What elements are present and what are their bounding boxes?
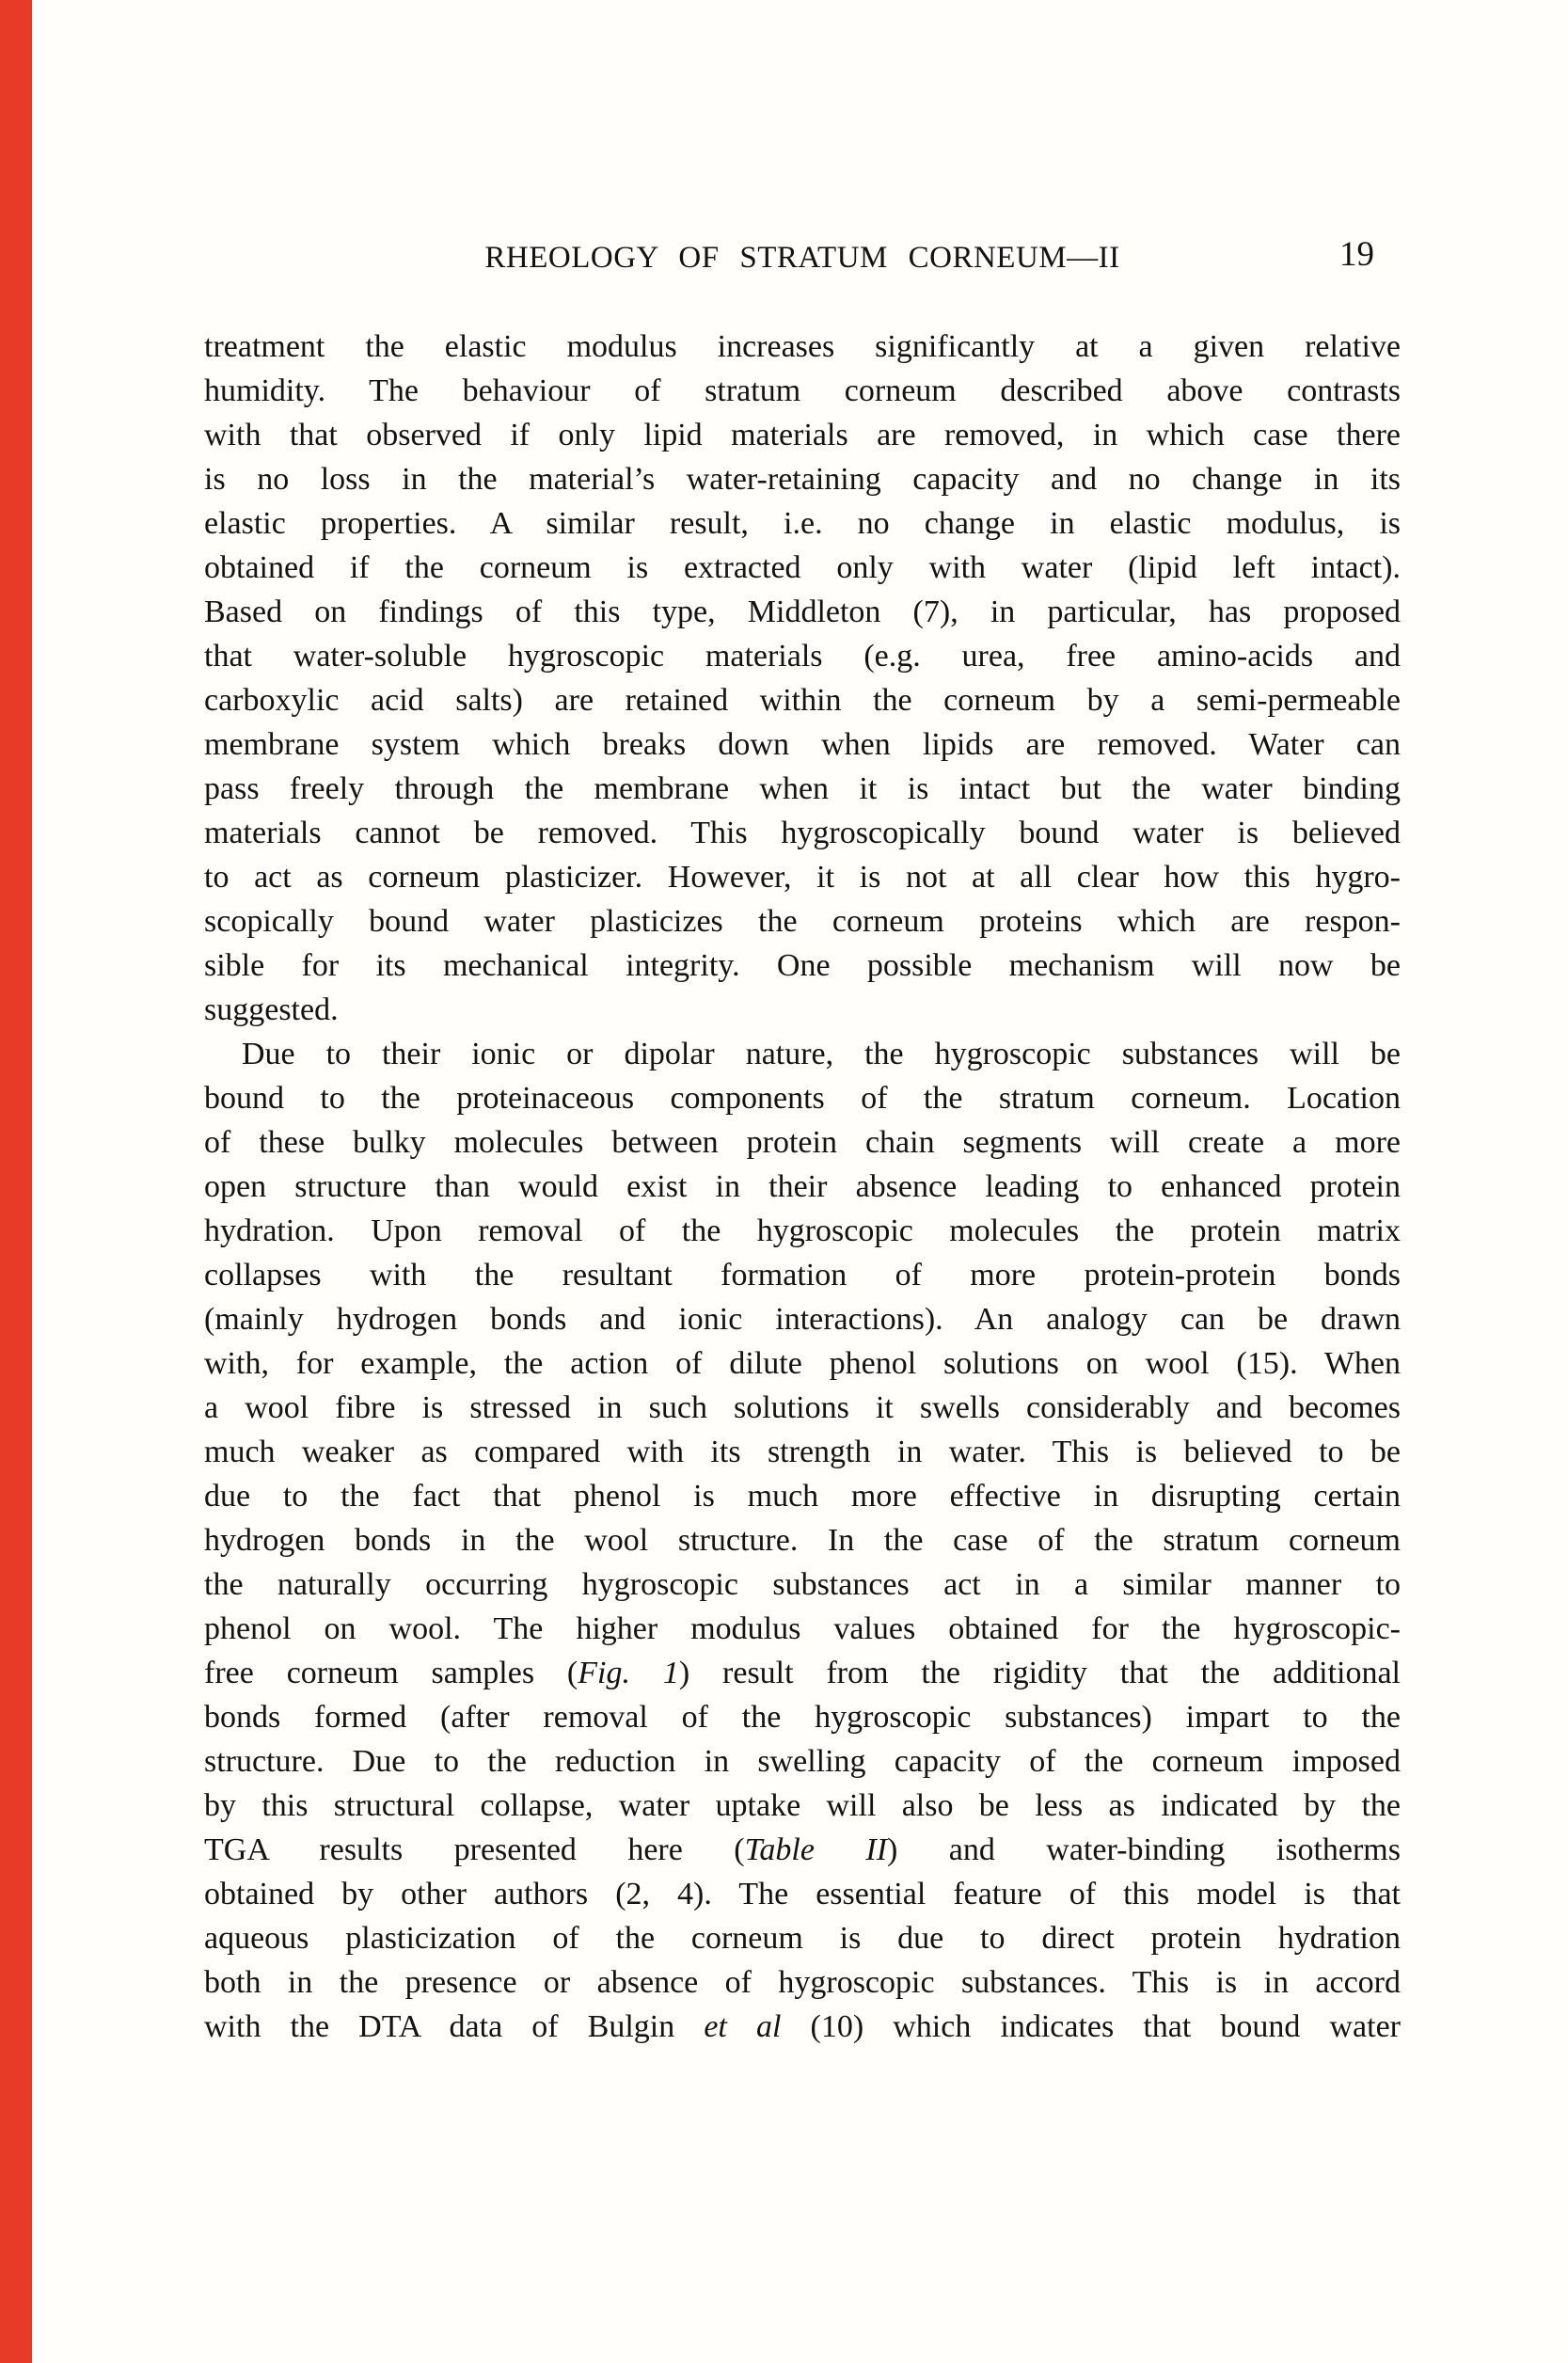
text-line: obtained if the corneum is extracted only with water (lipid left intact). — [204, 550, 1401, 585]
text-line: pass freely through the membrane when it is intact but the water binding — [204, 771, 1401, 806]
text-line: to act as corneum plasticizer. However, it is not at all clear how this hygro- — [204, 860, 1401, 895]
running-head — [204, 235, 1401, 278]
text-line: Due to their ionic or dipolar nature, the hygroscopic substances will be — [242, 1037, 1401, 1071]
text-line: (mainly hydrogen bonds and ionic interactions). An analogy can be drawn — [204, 1302, 1401, 1337]
text-line: of these bulky molecules between protein chain segments will create a more — [204, 1125, 1401, 1160]
text-line: collapses with the resultant formation of more protein-protein bonds — [204, 1258, 1401, 1293]
text-line: bound to the proteinaceous components of the stratum corneum. Location — [204, 1081, 1401, 1116]
text-line: TGA results presented here (Table II) and water-binding isotherms — [204, 1832, 1401, 1867]
text-line: suggested. — [204, 992, 339, 1027]
text-line: membrane system which breaks down when lipids are removed. Water can — [204, 727, 1401, 762]
text-line: much weaker as compared with its strength in water. This is believed to be — [204, 1435, 1401, 1469]
body-text — [204, 325, 1401, 2049]
page-content — [204, 0, 1401, 2049]
text-line: treatment the elastic modulus increases significantly at a given relative — [204, 329, 1401, 364]
text-line: both in the presence or absence of hygroscopic substances. This is in accord — [204, 1965, 1401, 2000]
text-line: humidity. The behaviour of stratum corneum described above contrasts — [204, 373, 1401, 408]
text-line: a wool fibre is stressed in such solutions it swells considerably and becomes — [204, 1390, 1401, 1425]
text-line: phenol on wool. The higher modulus values obtained for the hygroscopic- — [204, 1611, 1401, 1646]
text-line: hydration. Upon removal of the hygroscopic molecules the protein matrix — [204, 1213, 1401, 1248]
text-line: bonds formed (after removal of the hygroscopic substances) impart to the — [204, 1700, 1401, 1735]
running-head-title: RHEOLOGY OF STRATUM CORNEUM—II — [484, 241, 1120, 275]
text-line: Based on findings of this type, Middleton (7), in particular, has proposed — [204, 595, 1401, 629]
text-line: materials cannot be removed. This hygroscopically bound water is believed — [204, 816, 1401, 850]
book-spine-stripe — [0, 0, 32, 2363]
text-line: elastic properties. A similar result, i.e. no change in elastic modulus, is — [204, 506, 1401, 541]
text-line: is no loss in the material’s water-retaining capacity and no change in its — [204, 462, 1401, 497]
text-line: aqueous plasticization of the corneum is due to direct protein hydration — [204, 1921, 1401, 1956]
text-line: obtained by other authors (2, 4). The essential feature of this model is that — [204, 1877, 1401, 1911]
text-line: open structure than would exist in their absence leading to enhanced protein — [204, 1169, 1401, 1204]
text-line: the naturally occurring hygroscopic substances act in a similar manner to — [204, 1567, 1401, 1602]
text-line: free corneum samples (Fig. 1) result from the rigidity that the additional — [204, 1656, 1402, 1690]
text-line: that water-soluble hygroscopic materials (e.g. urea, free amino-acids and — [204, 639, 1401, 674]
text-line: hydrogen bonds in the wool structure. In the case of the stratum corneum — [204, 1523, 1401, 1558]
text-line: by this structural collapse, water uptake will also be less as indicated by the — [204, 1788, 1401, 1823]
text-line: with that observed if only lipid materials are removed, in which case there — [204, 418, 1401, 452]
text-line: scopically bound water plasticizes the corneum proteins which are respon- — [204, 904, 1401, 939]
text-line: structure. Due to the reduction in swelling capacity of the corneum imposed — [204, 1744, 1401, 1779]
text-line: sible for its mechanical integrity. One possible mechanism will now be — [204, 948, 1401, 983]
text-line: carboxylic acid salts) are retained within the corneum by a semi-permeable — [204, 683, 1401, 718]
text-line: due to the fact that phenol is much more effective in disrupting certain — [204, 1479, 1401, 1514]
page-number: 19 — [1339, 235, 1374, 274]
text-line: with the DTA data of Bulgin et al (10) which indicates that bound water — [204, 2009, 1402, 2044]
text-line: with, for example, the action of dilute phenol solutions on wool (15). When — [204, 1346, 1401, 1381]
